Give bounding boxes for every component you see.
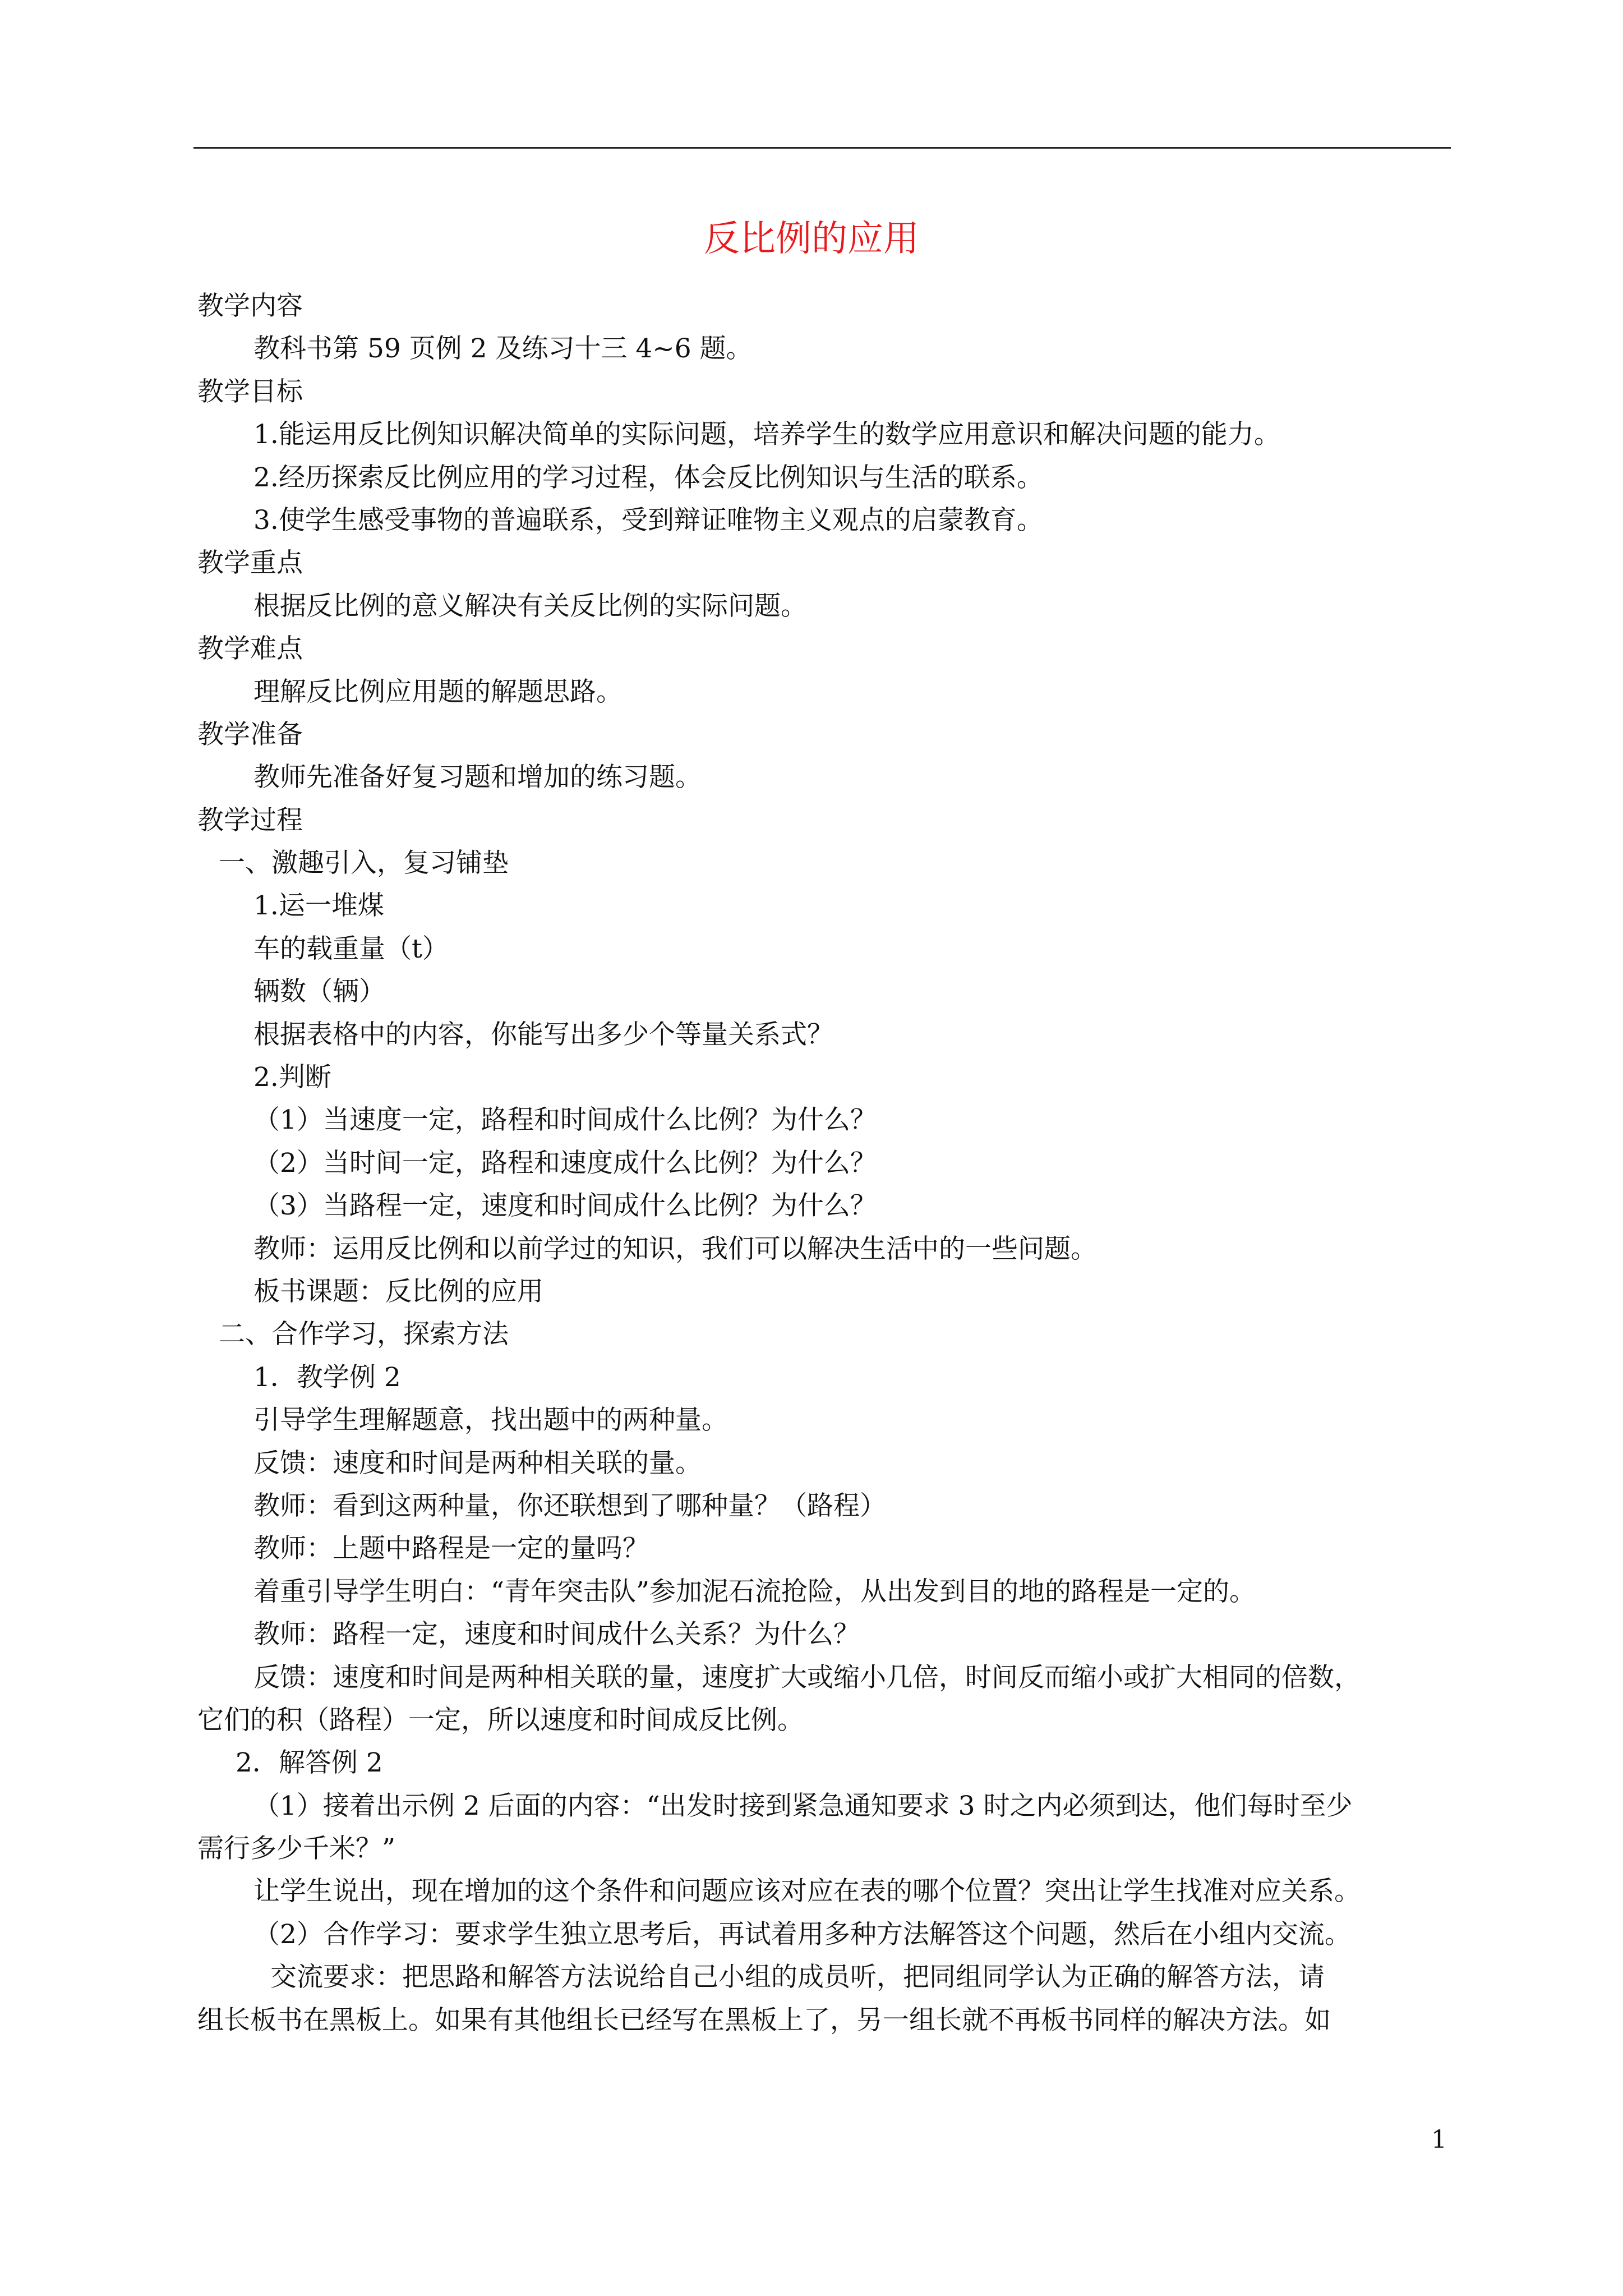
text-line: 着重引导学生明白：“青年突击队”参加泥石流抢险，从出发到目的地的路程是一定的。 bbox=[253, 1576, 1256, 1607]
text-line: 教师：运用反比例和以前学过的知识，我们可以解决生活中的一些问题。 bbox=[253, 1233, 1097, 1264]
text-line: 车的载重量（t） bbox=[253, 933, 449, 964]
text-line: 一、激趣引入，复习铺垫 bbox=[219, 848, 509, 879]
text-line: 教学难点 bbox=[197, 633, 303, 665]
text-line: 教学内容 bbox=[197, 291, 303, 321]
text-line: 让学生说出，现在增加的这个条件和问题应该对应在表的哪个位置？突出让学生找准对应关系。 bbox=[253, 1876, 1361, 1907]
text-line: 交流要求：把思路和解答方法说给自己小组的成员听，把同组同学认为正确的解答方法，请 bbox=[270, 1962, 1325, 1993]
header-rule bbox=[193, 147, 1451, 149]
text-line: 根据表格中的内容，你能写出多少个等量关系式？ bbox=[253, 1019, 833, 1050]
text-line: 教师：上题中路程是一定的量吗？ bbox=[253, 1533, 649, 1565]
text-line: 2．解答例 2 bbox=[236, 1747, 383, 1779]
document-body bbox=[197, 285, 1454, 2042]
text-line: 教学目标 bbox=[197, 376, 303, 407]
text-line: 教师：路程一定，速度和时间成什么关系？为什么？ bbox=[253, 1619, 860, 1650]
text-line: 1．教学例 2 bbox=[253, 1361, 401, 1393]
text-line: （2）当时间一定，路程和速度成什么比例？为什么？ bbox=[253, 1147, 877, 1179]
text-line: （1）接着出示例 2 后面的内容：“出发时接到紧急通知要求 3 时之内必须到达，他们每时至少 bbox=[253, 1790, 1353, 1821]
text-line: 2.判断 bbox=[253, 1062, 331, 1093]
text-line: 1.能运用反比例知识解决简单的实际问题，培养学生的数学应用意识和解决问题的能力。 bbox=[253, 419, 1280, 450]
text-line: 1.运一堆煤 bbox=[253, 890, 384, 922]
text-line: （3）当路程一定，速度和时间成什么比例？为什么？ bbox=[253, 1190, 877, 1222]
text-line: 教师：看到这两种量，你还联想到了哪种量？（路程） bbox=[253, 1490, 886, 1521]
text-line: 教学准备 bbox=[197, 719, 303, 750]
text-line: 理解反比例应用题的解题思路。 bbox=[253, 676, 623, 707]
text-line: 引导学生理解题意，找出题中的两种量。 bbox=[253, 1405, 728, 1436]
text-line: 教师先准备好复习题和增加的练习题。 bbox=[253, 762, 702, 793]
text-line: 辆数（辆） bbox=[253, 976, 385, 1007]
text-line: 教科书第 59 页例 2 及练习十三 4~6 题。 bbox=[253, 333, 753, 365]
text-line: 需行多少千米？” bbox=[197, 1833, 396, 1865]
text-line: 板书课题：反比例的应用 bbox=[253, 1276, 543, 1307]
text-line: 二、合作学习，探索方法 bbox=[219, 1319, 509, 1350]
text-line: 2.经历探索反比例应用的学习过程，体会反比例知识与生活的联系。 bbox=[253, 462, 1043, 493]
page-number: 1 bbox=[1431, 2125, 1447, 2154]
text-line: （2）合作学习：要求学生独立思考后，再试着用多种方法解答这个问题，然后在小组内交流。 bbox=[253, 1918, 1351, 1950]
text-line: 教学重点 bbox=[197, 547, 303, 579]
text-line: 反馈：速度和时间是两种相关联的量。 bbox=[253, 1447, 702, 1479]
text-line: 根据反比例的意义解决有关反比例的实际问题。 bbox=[253, 590, 807, 622]
text-line: 反馈：速度和时间是两种相关联的量，速度扩大或缩小几倍，时间反而缩小或扩大相同的倍数， bbox=[253, 1662, 1361, 1693]
text-line: （1）当速度一定，路程和时间成什么比例？为什么？ bbox=[253, 1105, 877, 1136]
text-line: 它们的积（路程）一定，所以速度和时间成反比例。 bbox=[197, 1704, 804, 1736]
text-line: 组长板书在黑板上。如果有其他组长已经写在黑板上了，另一组长就不再板书同样的解决方法。如 bbox=[197, 2004, 1331, 2036]
text-line: 3.使学生感受事物的普遍联系，受到辩证唯物主义观点的启蒙教育。 bbox=[253, 504, 1043, 536]
text-line: 教学过程 bbox=[197, 804, 303, 836]
document-title: 反比例的应用 bbox=[704, 218, 919, 260]
